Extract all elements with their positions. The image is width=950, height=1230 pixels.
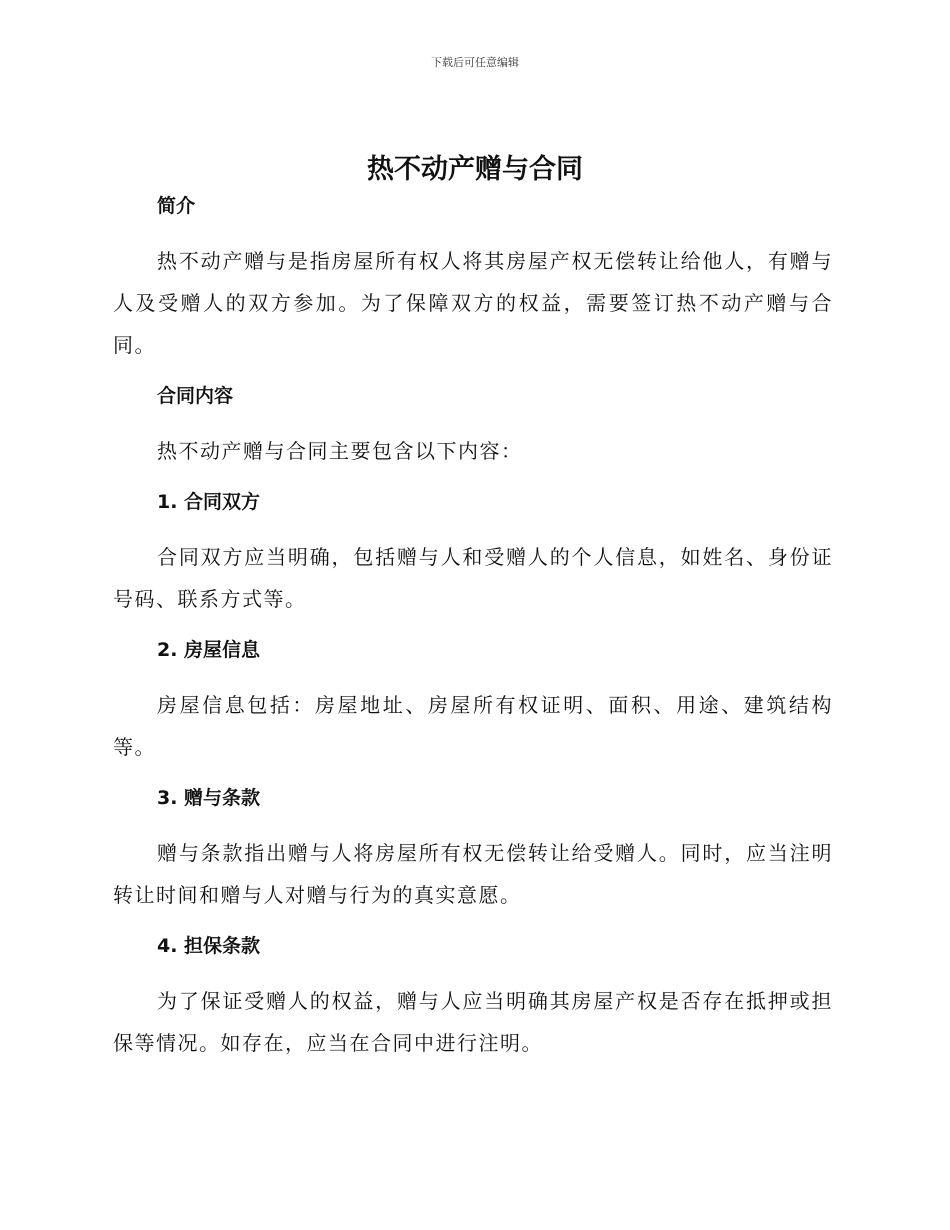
section-guarantee-terms (113, 928, 833, 1064)
section-contract-content (113, 378, 833, 472)
section-property-info (113, 632, 833, 768)
section-heading: 3. 赠与条款 (157, 787, 261, 809)
section-paragraph: 赠与条款指出赠与人将房屋所有权无偿转让给受赠人。同时，应当注明转让时间和赠与人对赠与行为的真实意愿。 (113, 841, 833, 907)
header-note: 下载后可任意编辑 (431, 56, 519, 69)
section-gift-terms (113, 780, 833, 916)
section-paragraph: 房屋信息包括：房屋地址、房屋所有权证明、面积、用途、建筑结构等。 (113, 693, 833, 759)
section-heading: 合同内容 (157, 385, 234, 407)
section-paragraph: 热不动产赠与合同主要包含以下内容： (157, 439, 523, 463)
section-parties (113, 484, 833, 620)
section-heading: 2. 房屋信息 (157, 639, 261, 661)
document-body (113, 188, 833, 1076)
section-paragraph: 热不动产赠与是指房屋所有权人将其房屋产权无偿转让给他人，有赠与人及受赠人的双方参加。为了保障双方的权益，需要签订热不动产赠与合同。 (113, 249, 833, 357)
section-paragraph: 为了保证受赠人的权益，赠与人应当明确其房屋产权是否存在抵押或担保等情况。如存在，应当在合同中进行注明。 (113, 989, 833, 1055)
section-heading: 简介 (157, 195, 196, 217)
section-heading: 4. 担保条款 (157, 935, 261, 957)
section-paragraph: 合同双方应当明确，包括赠与人和受赠人的个人信息，如姓名、身份证号码、联系方式等。 (113, 545, 833, 611)
section-heading: 1. 合同双方 (157, 491, 261, 513)
section-intro (113, 188, 833, 366)
document-title: 热不动产赠与合同 (367, 154, 583, 185)
